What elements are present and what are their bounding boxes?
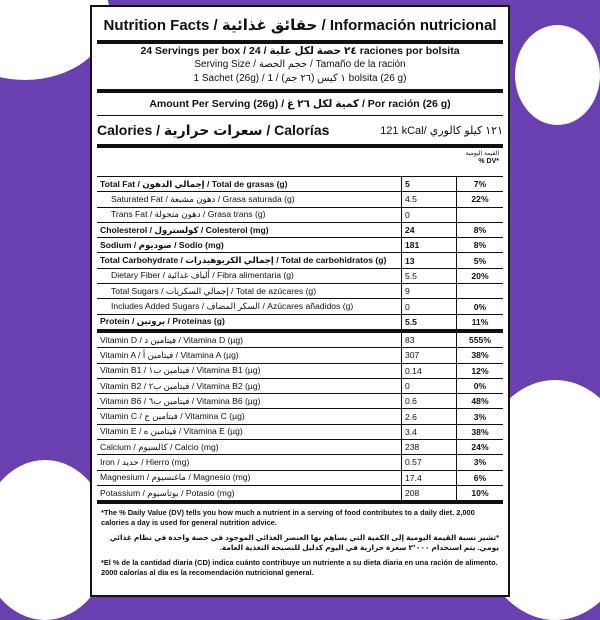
- nutrient-label: Sodium / صوديوم / Sodio (mg): [97, 238, 402, 253]
- table-row: [97, 363, 503, 378]
- nutrient-dv: [457, 284, 504, 299]
- nutrient-dv: 5%: [457, 253, 504, 268]
- nutrient-label: Vitamin B6 / فيتامين ب٦ / Vitamina B6 (µg): [97, 394, 402, 409]
- nutrient-amount: 24: [402, 222, 457, 237]
- table-row: [97, 470, 503, 485]
- table-row: [97, 177, 503, 192]
- table-row: [97, 440, 503, 455]
- nutrient-label: Dietary Fiber / ألياف غذائية / Fibra alimentaria (g): [97, 268, 402, 283]
- nutrient-amount: 208: [402, 485, 457, 502]
- nutrient-label: Total Carbohydrate / إجمالي الكربوهيدرات / Total de carbohidratos (g): [97, 253, 402, 268]
- nutrient-label: Vitamin E / فيتامين ه / Vitamina E (µg): [97, 424, 402, 439]
- nutrient-table: [97, 177, 503, 333]
- nutrient-label: Vitamin C / فيتامين ج / Vitamina C (µg): [97, 409, 402, 424]
- calories-value: 121 kCal/ ١٢١ كيلو كالوري: [380, 124, 503, 137]
- nutrient-dv: 38%: [457, 348, 504, 363]
- serving-size-value: 1 Sachet (26g) / ١ كيس (٢٦ جم) / 1 bolsita (26 g): [97, 72, 503, 93]
- table-row: [97, 207, 503, 222]
- amount-per-serving: Amount Per Serving (26g) / كمية لكل ٢٦ غ / Por ración (26 g): [97, 93, 503, 116]
- nutrient-amount: 13: [402, 253, 457, 268]
- table-row: [97, 394, 503, 409]
- table-row: [97, 485, 503, 502]
- nutrient-dv: [457, 207, 504, 222]
- footnote-ar: *تشير نسبة القيمة اليومية إلى الكمية التي يساهم بها العنصر الغذائي الموجود في حصة واحدة في نظام غذائي يومي. يتم استخدام ٢٬٠٠٠ سعرة حرارية في اليوم كدليل للنصيحة التغذية العامة.: [109, 533, 499, 553]
- nutrient-amount: 17.4: [402, 470, 457, 485]
- table-row: [97, 284, 503, 299]
- nutrient-dv: 6%: [457, 470, 504, 485]
- nutrient-dv: 0%: [457, 378, 504, 393]
- nutrient-dv: 0%: [457, 299, 504, 314]
- nutrient-amount: 9: [402, 284, 457, 299]
- servings-per-box: 24 Servings per box / ٢٤ حصة لكل علبة / 24 raciones por bolsita: [140, 45, 460, 57]
- nutrient-dv: 10%: [457, 485, 504, 502]
- daily-value-header: [97, 148, 503, 177]
- nutrient-dv: 48%: [457, 394, 504, 409]
- nutrient-amount: 0: [402, 207, 457, 222]
- nutrient-amount: 3.4: [402, 424, 457, 439]
- table-row: [97, 348, 503, 363]
- nutrient-dv: 555%: [457, 333, 504, 348]
- nutrient-dv: 24%: [457, 440, 504, 455]
- calories-row: [97, 116, 503, 148]
- nutrient-amount: 181: [402, 238, 457, 253]
- serving-size-label: Serving Size / حجم الحصة / Tamaño de la ración: [194, 59, 406, 70]
- daily-value-header-ar: القيمة اليومية: [465, 151, 499, 157]
- table-row: [97, 424, 503, 439]
- vitamin-table: [97, 333, 503, 504]
- footnote-es: *El % de la cantidad diaria (CD) indica cuánto contribuye un nutriente a su dieta diaria en una ración de alimento. 2000 calorías al día es la recomendación nutricional general.: [101, 558, 498, 578]
- nutrient-label: Magnesium / ماغنسيوم / Magnesio (mg): [97, 470, 402, 485]
- nutrient-amount: 307: [402, 348, 457, 363]
- table-row: [97, 253, 503, 268]
- nutrient-label: Total Sugars / إجمالي السكريات / Total de azúcares (g): [97, 284, 402, 299]
- table-row: [97, 222, 503, 237]
- nutrient-amount: 5.5: [402, 268, 457, 283]
- table-row: [97, 455, 503, 470]
- nutrient-amount: 5.5: [402, 314, 457, 331]
- nutrient-dv: 8%: [457, 238, 504, 253]
- nutrient-label: Saturated Fat / دهون مشبعة / Grasa saturada (g): [97, 192, 402, 207]
- label-title: Nutrition Facts / حقائق غذائية / Información nutricional: [97, 10, 503, 44]
- table-row: [97, 333, 503, 348]
- nutrient-dv: 22%: [457, 192, 504, 207]
- daily-value-header-pct: % DV*: [478, 158, 499, 165]
- nutrient-dv: 8%: [457, 222, 504, 237]
- nutrient-label: Vitamin B2 / فيتامين ب٢ / Vitamina B2 (µg): [97, 378, 402, 393]
- nutrient-label: Trans Fat / دهون متحولة / Grasa trans (g): [97, 207, 402, 222]
- table-row: [97, 192, 503, 207]
- nutrient-dv: 11%: [457, 314, 504, 331]
- nutrient-label: Vitamin B1 / فيتامين ب١ / Vitamina B1 (µg): [97, 363, 402, 378]
- nutrient-amount: 238: [402, 440, 457, 455]
- nutrient-label: Vitamin A / فيتامين أ / Vitamina A (µg): [97, 348, 402, 363]
- table-row: [97, 299, 503, 314]
- nutrient-amount: 0.57: [402, 455, 457, 470]
- nutrient-amount: 83: [402, 333, 457, 348]
- nutrient-dv: 38%: [457, 424, 504, 439]
- nutrient-label: Vitamin D / فيتامين د / Vitamina D (µg): [97, 333, 402, 348]
- nutrient-label: Iron / حديد / Hierro (mg): [97, 455, 402, 470]
- nutrient-label: Calcium / كالسيوم / Calcio (mg): [97, 440, 402, 455]
- table-row: [97, 268, 503, 283]
- nutrient-label: Total Fat / إجمالي الدهون / Total de grasas (g): [97, 177, 402, 192]
- nutrient-label: Cholesterol / كولسترول / Colesterol (mg): [97, 222, 402, 237]
- nutrient-amount: 0: [402, 378, 457, 393]
- footnotes: [97, 504, 503, 578]
- nutrient-label: Potassium / بوتاسيوم / Potasio (mg): [97, 485, 402, 502]
- table-row: [97, 409, 503, 424]
- table-row: [97, 314, 503, 331]
- nutrient-dv: 7%: [457, 177, 504, 192]
- nutrient-dv: 3%: [457, 455, 504, 470]
- calories-label: Calories / سعرات حرارية / Calorías: [97, 121, 330, 138]
- nutrient-amount: 0.14: [402, 363, 457, 378]
- nutrient-dv: 3%: [457, 409, 504, 424]
- table-row: [97, 238, 503, 253]
- nutrient-amount: 4.5: [402, 192, 457, 207]
- nutrient-label: Includes Added Sugars / السكر المضاف / Azúcares añadidos (g): [97, 299, 402, 314]
- nutrition-label: [90, 5, 510, 597]
- footnote-en: *The % Daily Value (DV) tells you how much a nutrient in a serving of food contributes to a daily diet. 2,000 calories a day is used for general nutrition advice.: [101, 508, 475, 528]
- nutrient-label: Protein / بروتين / Proteínas (g): [97, 314, 402, 331]
- nutrient-dv: 20%: [457, 268, 504, 283]
- nutrient-amount: 0: [402, 299, 457, 314]
- nutrient-dv: 12%: [457, 363, 504, 378]
- nutrient-amount: 2.6: [402, 409, 457, 424]
- nutrient-amount: 0.6: [402, 394, 457, 409]
- background-blob-top-right: [515, 25, 600, 125]
- table-row: [97, 378, 503, 393]
- nutrient-amount: 5: [402, 177, 457, 192]
